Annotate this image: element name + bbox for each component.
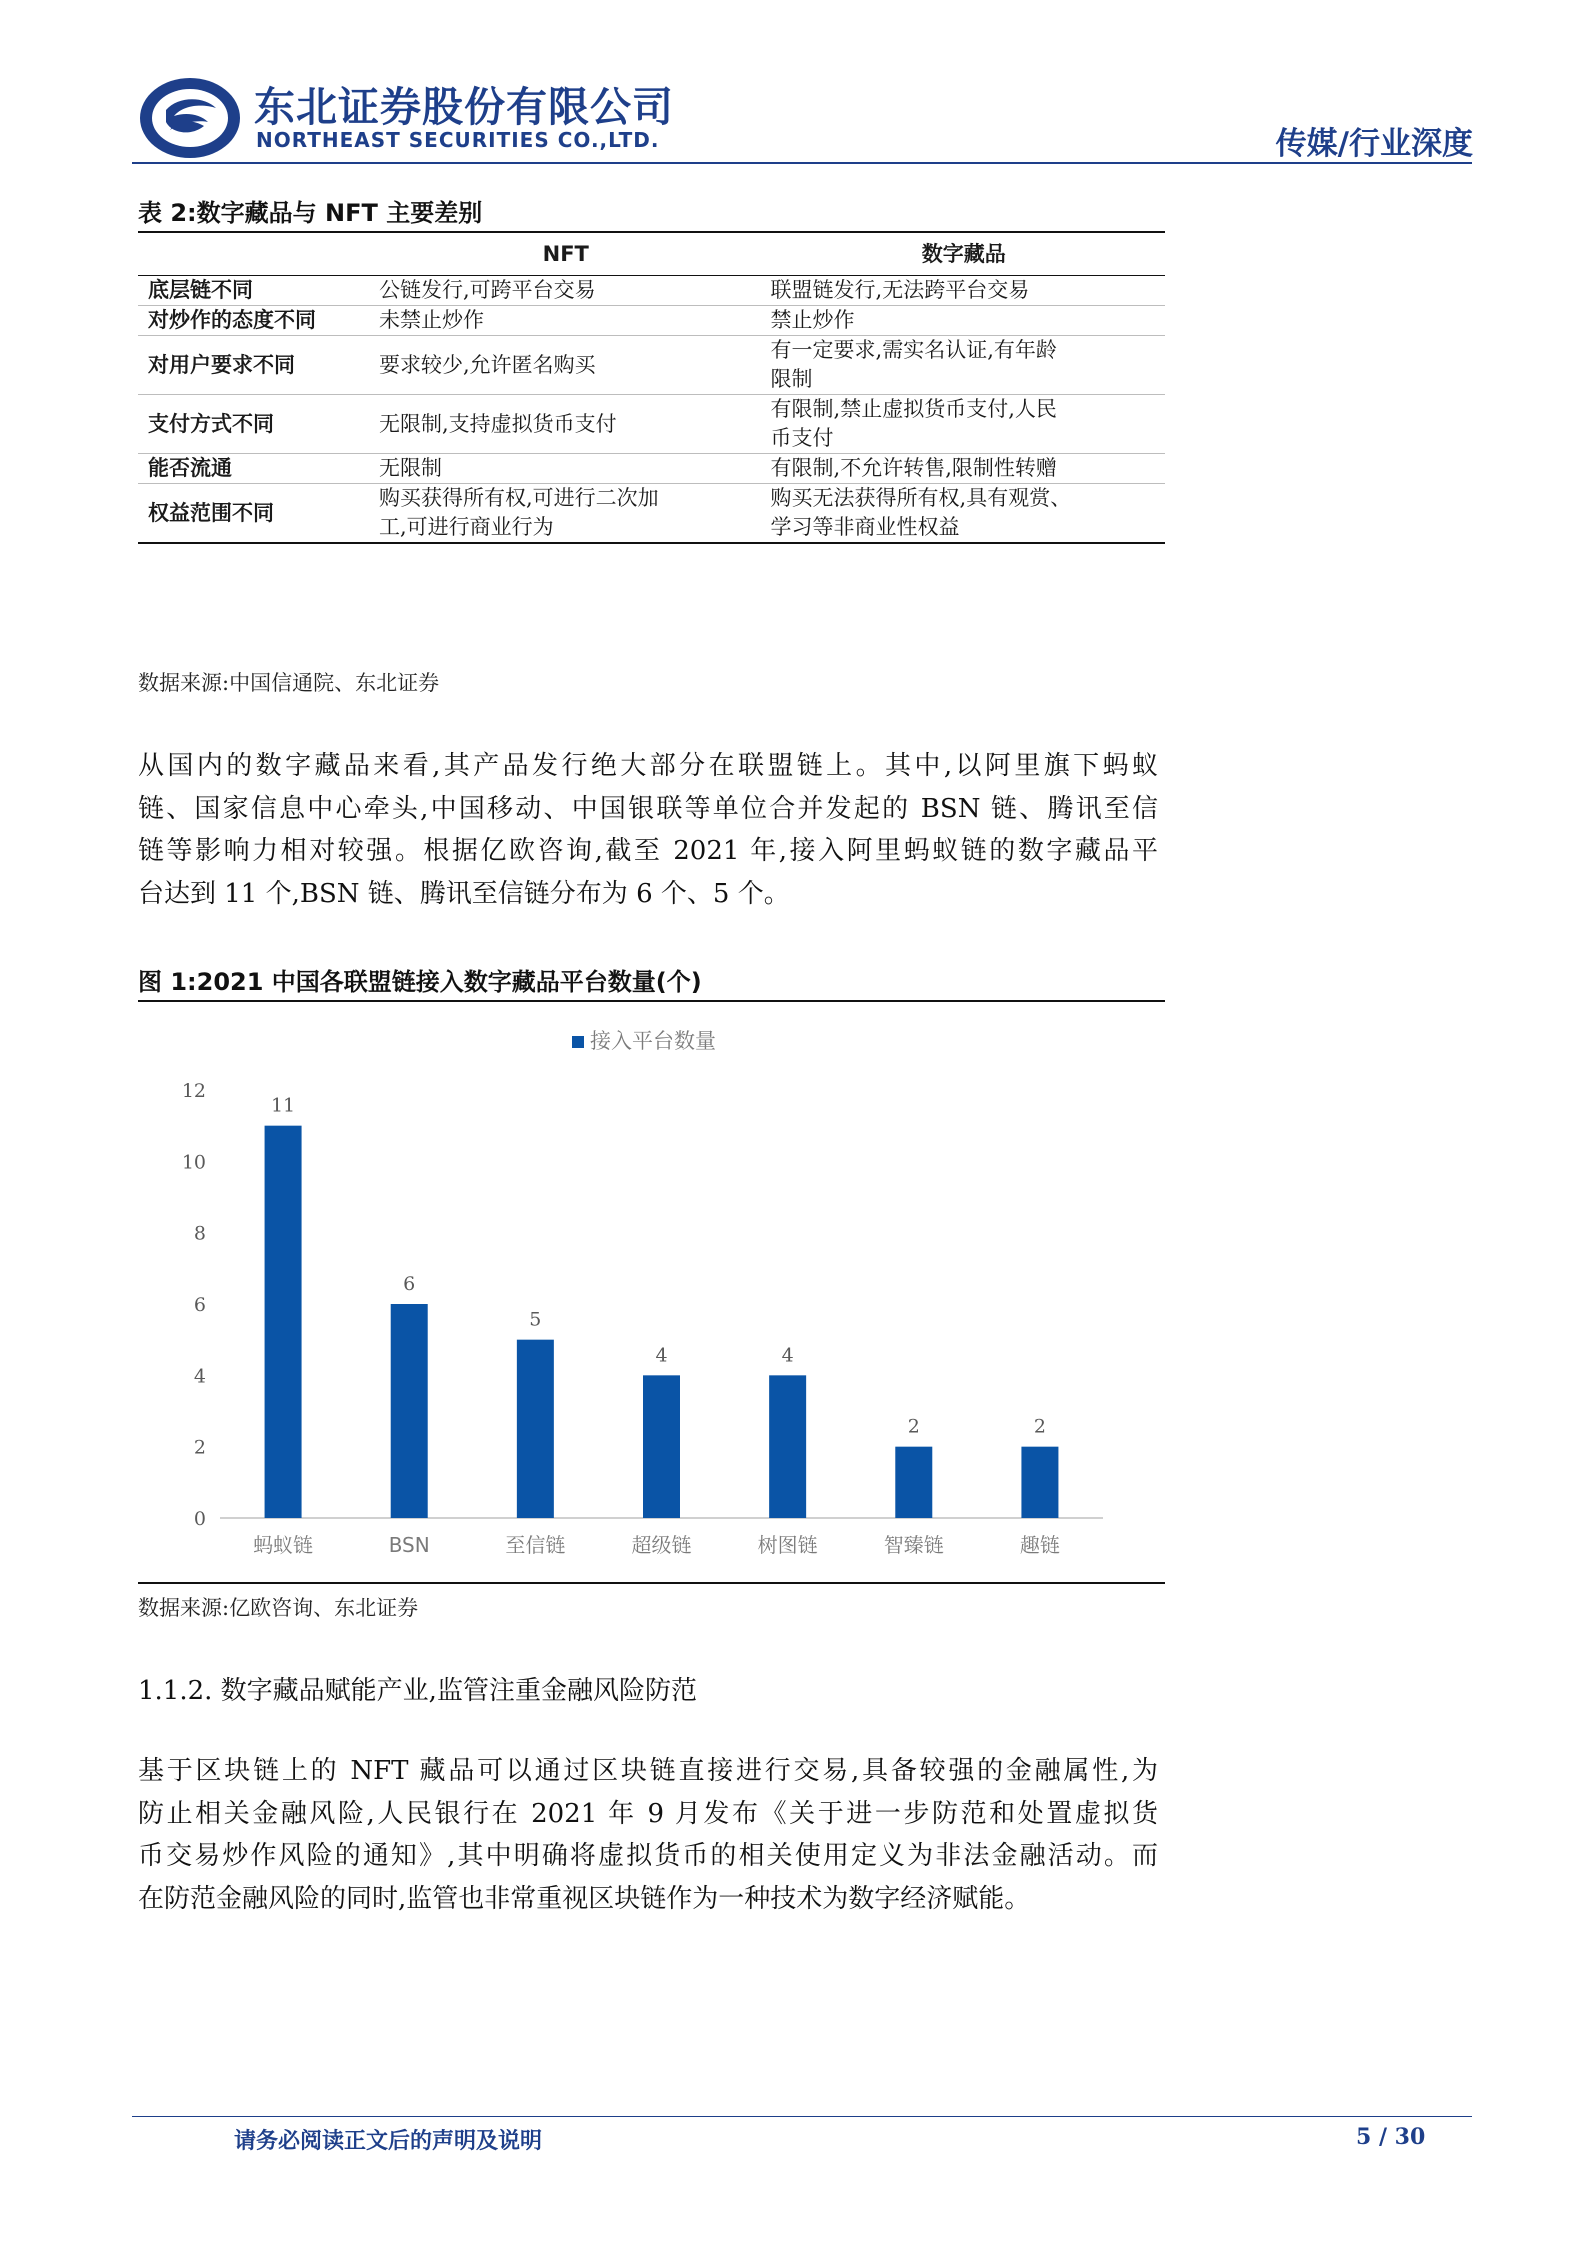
y-tick-label: 8	[193, 1222, 206, 1245]
x-tick-label: 超级链	[631, 1533, 692, 1557]
nft-cell	[369, 306, 761, 336]
bar	[1021, 1447, 1058, 1518]
table-source: 数据来源:中国信通院、东北证券	[138, 671, 440, 695]
data-label: 2	[907, 1415, 920, 1438]
chart-top-rule	[138, 1000, 1165, 1002]
digital-collectible-cell	[761, 454, 1165, 484]
x-tick-label: 蚂蚁链	[253, 1533, 314, 1557]
cell-line: 无限制	[378, 456, 442, 480]
digital-collectible-cell	[761, 306, 1165, 336]
cell-line: 购买无法获得所有权,具有观赏、	[770, 486, 1072, 510]
paragraph-line: 基于区块链上的 NFT 藏品可以通过区块链直接进行交易,具备较强的金融属性,为	[138, 1756, 1158, 1786]
legend-swatch	[572, 1036, 584, 1048]
table-row	[138, 276, 1165, 306]
table-header-cell	[138, 233, 369, 276]
row-label: 底层链不同	[148, 278, 253, 302]
chart-bottom-rule	[138, 1582, 1165, 1584]
chart-source: 数据来源:亿欧咨询、东北证券	[138, 1596, 419, 1620]
page-number: 5 / 30	[1356, 2124, 1426, 2150]
paragraph-line: 链、国家信息中心牵头,中国移动、中国银联等单位合并发起的 BSN 链、腾讯至信	[138, 793, 1158, 824]
company-name-en: NORTHEAST SECURITIES CO.,LTD.	[256, 128, 660, 152]
table-header-nft: NFT	[369, 233, 761, 276]
digital-collectible-cell	[761, 276, 1165, 306]
y-tick-label: 0	[193, 1508, 206, 1530]
comparison-table	[138, 233, 1165, 544]
paragraph-line: 链等影响力相对较强。根据亿欧咨询,截至 2021 年,接入阿里蚂蚁链的数字藏品平	[138, 836, 1158, 866]
cell-line: 工,可进行商业行为	[378, 515, 554, 539]
paragraph-line: 币交易炒作风险的通知》,其中明确将虚拟货币的相关使用定义为非法金融活动。而	[138, 1841, 1158, 1871]
report-category: 传媒/行业深度	[1275, 126, 1473, 162]
cell-line: 有限制,不允许转售,限制性转赠	[770, 456, 1057, 480]
body-paragraph-1	[138, 745, 1158, 915]
table-row	[138, 484, 1165, 544]
row-label-cell	[138, 454, 369, 484]
cell-line: 公链发行,可跨平台交易	[378, 278, 596, 302]
bar	[895, 1447, 932, 1518]
legend-label: 接入平台数量	[590, 1029, 716, 1053]
bar	[769, 1375, 806, 1518]
x-tick-label: BSN	[388, 1533, 430, 1557]
row-label: 能否流通	[148, 456, 232, 480]
bar	[517, 1340, 554, 1518]
paragraph-line: 防止相关金融风险,人民银行在 2021 年 9 月发布《关于进一步防范和处置虚拟货	[138, 1798, 1158, 1829]
x-tick-label: 趣链	[1019, 1533, 1060, 1557]
table-row	[138, 454, 1165, 484]
cell-line: 未禁止炒作	[378, 308, 484, 332]
y-tick-label: 10	[181, 1151, 206, 1174]
data-label: 5	[529, 1308, 542, 1331]
nft-cell	[369, 336, 761, 395]
footer-disclaimer: 请务必阅读正文后的声明及说明	[234, 2129, 543, 2154]
cell-line: 限制	[770, 367, 813, 391]
paragraph-line: 在防范金融风险的同时,监管也非常重视区块链作为一种技术为数字经济赋能。	[138, 1883, 1031, 1914]
section-heading: 1.1.2. 数字藏品赋能产业,监管注重金融风险防范	[138, 1676, 697, 1706]
cell-line: 币支付	[770, 426, 834, 450]
cell-line: 要求较少,允许匿名购买	[378, 352, 596, 377]
x-tick-label: 树图链	[757, 1533, 818, 1557]
paragraph-line: 从国内的数字藏品来看,其产品发行绝大部分在联盟链上。其中,以阿里旗下蚂蚁	[138, 751, 1158, 781]
northeast-securities-logo-icon	[138, 76, 242, 160]
y-tick-label: 4	[193, 1365, 206, 1388]
bar	[391, 1304, 428, 1518]
row-label-cell	[138, 336, 369, 395]
data-label: 2	[1033, 1415, 1046, 1438]
bar	[265, 1126, 302, 1518]
cell-line: 联盟链发行,无法跨平台交易	[770, 278, 1030, 302]
footer-divider	[132, 2116, 1472, 2117]
table-caption: 表 2:数字藏品与 NFT 主要差别	[138, 199, 483, 227]
digital-collectible-cell	[761, 484, 1165, 544]
bar	[643, 1375, 680, 1518]
table-row	[138, 306, 1165, 336]
table-row	[138, 395, 1165, 454]
cell-line: 有限制,禁止虚拟货币支付,人民	[770, 397, 1057, 421]
data-label: 4	[781, 1344, 794, 1367]
cell-line: 有一定要求,需实名认证,有年龄	[770, 338, 1057, 362]
data-label: 4	[655, 1344, 668, 1367]
row-label-cell	[138, 395, 369, 454]
nft-cell	[369, 276, 761, 306]
table-body	[138, 276, 1165, 544]
row-label: 支付方式不同	[148, 411, 274, 436]
cell-line: 禁止炒作	[770, 308, 855, 332]
row-label: 权益范围不同	[148, 500, 274, 525]
chart-title: 图 1:2021 中国各联盟链接入数字藏品平台数量(个)	[138, 968, 702, 996]
cell-line: 无限制,支持虚拟货币支付	[378, 411, 617, 436]
y-tick-label: 2	[193, 1436, 206, 1459]
nft-cell	[369, 395, 761, 454]
body-paragraph-2	[138, 1750, 1158, 1920]
x-tick-label: 智臻链	[883, 1533, 944, 1557]
table-header-row	[138, 233, 1165, 276]
cell-line: 购买获得所有权,可进行二次加	[378, 486, 659, 510]
nft-cell	[369, 484, 761, 544]
data-label: 11	[270, 1094, 296, 1117]
row-label-cell	[138, 484, 369, 544]
company-name-cn: 东北证券股份有限公司	[254, 83, 674, 131]
header-divider	[132, 162, 1472, 164]
digital-collectible-cell	[761, 395, 1165, 454]
digital-collectible-cell	[761, 336, 1165, 395]
y-tick-label: 6	[193, 1294, 206, 1316]
table-header-digital: 数字藏品	[761, 233, 1165, 276]
data-label: 6	[403, 1273, 416, 1295]
cell-line: 学习等非商业性权益	[770, 515, 960, 539]
row-label: 对用户要求不同	[148, 352, 295, 377]
table-row	[138, 336, 1165, 395]
nft-cell	[369, 454, 761, 484]
row-label-cell	[138, 306, 369, 336]
row-label: 对炒作的态度不同	[148, 308, 316, 332]
y-tick-label: 12	[181, 1080, 206, 1102]
bar-chart	[138, 1018, 1165, 1578]
x-tick-label: 至信链	[505, 1533, 566, 1557]
row-label-cell	[138, 276, 369, 306]
paragraph-line: 台达到 11 个,BSN 链、腾讯至信链分布为 6 个、5 个。	[138, 878, 790, 909]
